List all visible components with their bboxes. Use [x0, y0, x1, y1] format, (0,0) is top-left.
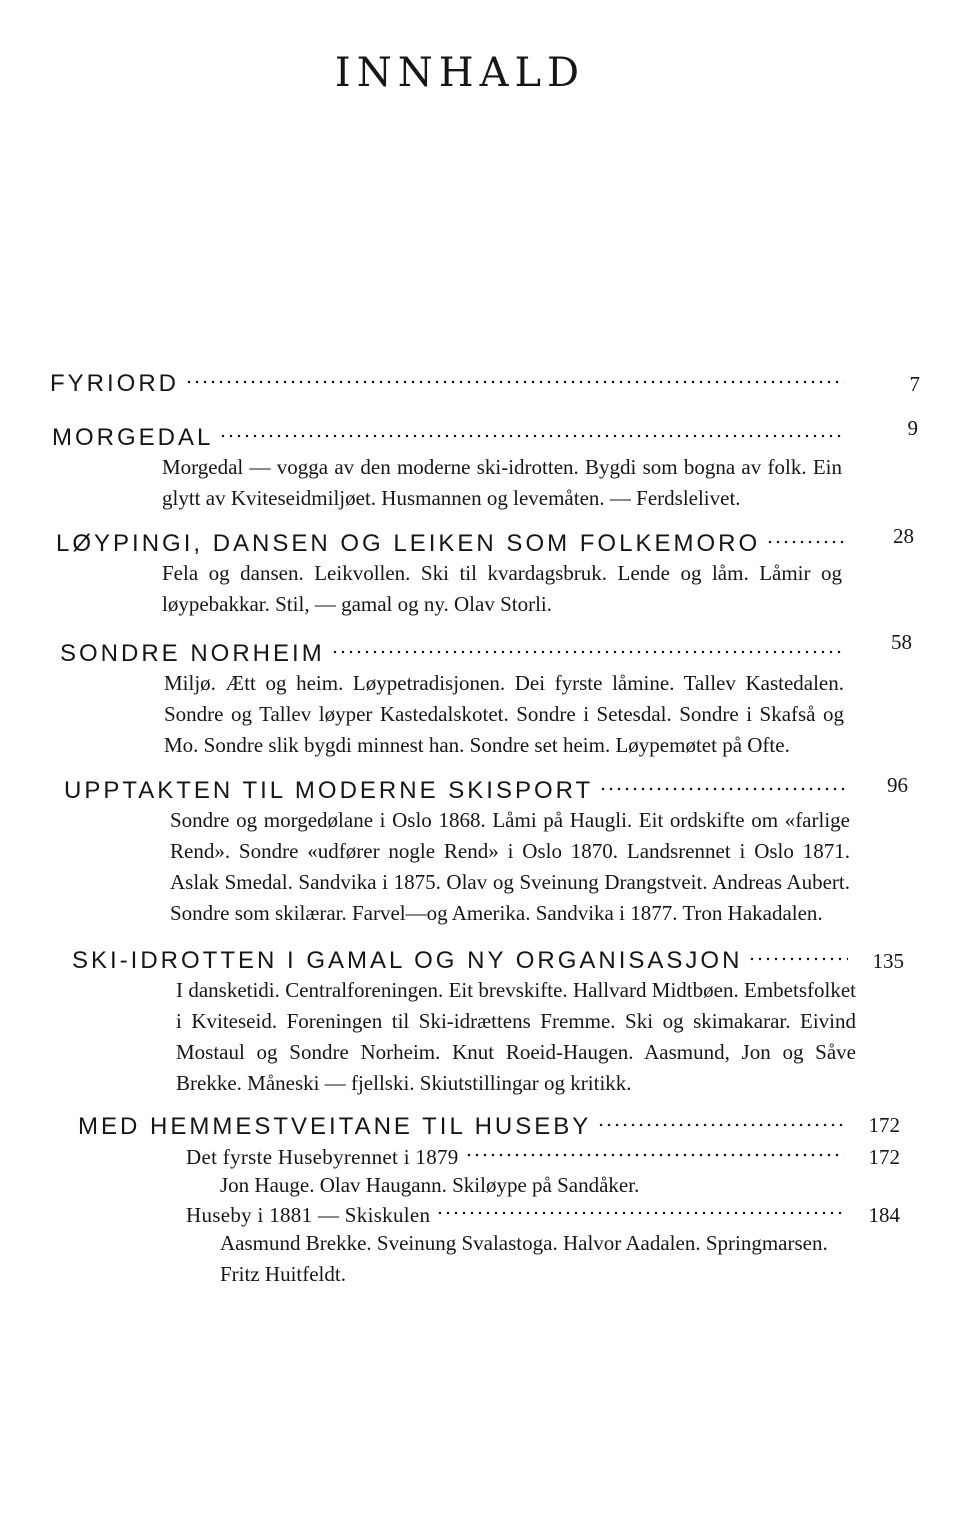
- toc-subentry-huseby-1881[interactable]: [78, 1203, 920, 1290]
- table-of-contents: [50, 370, 920, 1290]
- dot-leader: [331, 647, 844, 657]
- dot-leader: [599, 784, 844, 794]
- toc-subentry-husebyrennet[interactable]: [78, 1145, 920, 1201]
- entry-description: I dansketidi. Centralforeningen. Eit brevskifte. Hallvard Midtbøen. Embetsfolket i Kviteseid. Foreningen til Ski-idrættens Fremme. Ski og skimakarar. Eivind Mostaul og Sondre Norheim. Knut Roeid-Haugen. Aasmund, Jon og Såve Brekke. Måneski — fjellski. Skiutstillingar og kritikk.: [176, 978, 856, 1095]
- subentry-description: Jon Hauge. Olav Haugann. Skiløype på Sandåker.: [220, 1173, 640, 1197]
- dot-leader: [597, 1120, 844, 1130]
- page-number: 58: [891, 630, 912, 654]
- toc-entry-loypingi[interactable]: [56, 524, 920, 620]
- entry-description: Miljø. Ætt og heim. Løypetradisjonen. Dei fyrste låmine. Tallev Kastedalen. Sondre og Tallev løyper Kastedalskotet. Sondre i Setesdal. Sondre i Skafså og Mo. Sondre slik bygdi minnest han. Sondre set heim. Løypemøtet på Ofte.: [164, 671, 844, 757]
- dot-leader: [185, 377, 844, 387]
- subentry-title: Det fyrste Husebyrennet i 1879: [186, 1145, 459, 1169]
- dot-leader: [748, 954, 848, 964]
- page-number: 184: [868, 1203, 900, 1227]
- page-number: 135: [872, 949, 904, 973]
- entry-title: FYRIORD: [50, 370, 179, 397]
- page-number: 28: [893, 524, 914, 548]
- page-number: 172: [868, 1113, 900, 1137]
- toc-entry-ski-idrotten[interactable]: [72, 947, 920, 1099]
- entry-description: Morgedal — vogga av den moderne ski-idrotten. Bygdi som bogna av folk. Ein glytt av Kviteseidmiljøet. Husmannen og levemåten. — Ferdslelivet.: [162, 455, 842, 510]
- toc-entry-morgedal[interactable]: [52, 416, 920, 514]
- entry-description: Sondre og morgedølane i Oslo 1868. Låmi på Haugli. Eit ordskifte om «farlige Rend». Sondre «udfører nogle Rend» i Oslo 1870. Landsrennet i Oslo 1871. Aslak Smedal. Sandvika i 1875. Olav og Sveinung Drangstveit. Andreas Aubert. Sondre som skilærar. Farvel—og Amerika. Sandvika i 1877. Tron Hakadalen.: [170, 808, 850, 925]
- entry-title: MED HEMMESTVEITANE TIL HUSEBY: [78, 1113, 592, 1140]
- dot-leader: [465, 1150, 844, 1160]
- dot-leader: [766, 537, 844, 547]
- subentry-title: Huseby i 1881 — Skiskulen: [186, 1203, 431, 1227]
- page-number: 96: [887, 773, 908, 797]
- entry-title: SKI-IDROTTEN I GAMAL OG NY ORGANISASJON: [72, 947, 743, 974]
- dot-leader: [219, 431, 844, 441]
- entry-title: MORGEDAL: [52, 424, 214, 451]
- page-number: 9: [907, 416, 918, 440]
- toc-entry-fyriord[interactable]: [50, 370, 920, 398]
- dot-leader: [436, 1208, 844, 1218]
- entry-title: UPPTAKTEN TIL MODERNE SKISPORT: [64, 777, 594, 804]
- entry-title: SONDRE NORHEIM: [60, 640, 325, 667]
- page-number: 172: [868, 1145, 900, 1169]
- entry-description: Fela og dansen. Leikvollen. Ski til kvardagsbruk. Lende og låm. Låmir og løypebakkar. Stil, — gamal og ny. Olav Storli.: [162, 561, 842, 616]
- subentry-description: Aasmund Brekke. Sveinung Svalastoga. Halvor Aadalen. Springmarsen. Fritz Huitfeldt.: [220, 1231, 828, 1286]
- toc-entry-upptakten[interactable]: [64, 773, 920, 929]
- page-number: 7: [909, 372, 920, 396]
- toc-entry-hemmestveitane[interactable]: [78, 1113, 920, 1290]
- page-title: INNHALD: [334, 50, 586, 96]
- toc-entry-sondre-norheim[interactable]: [60, 630, 920, 761]
- entry-title: LØYPINGI, DANSEN OG LEIKEN SOM FOLKEMORO: [56, 530, 761, 557]
